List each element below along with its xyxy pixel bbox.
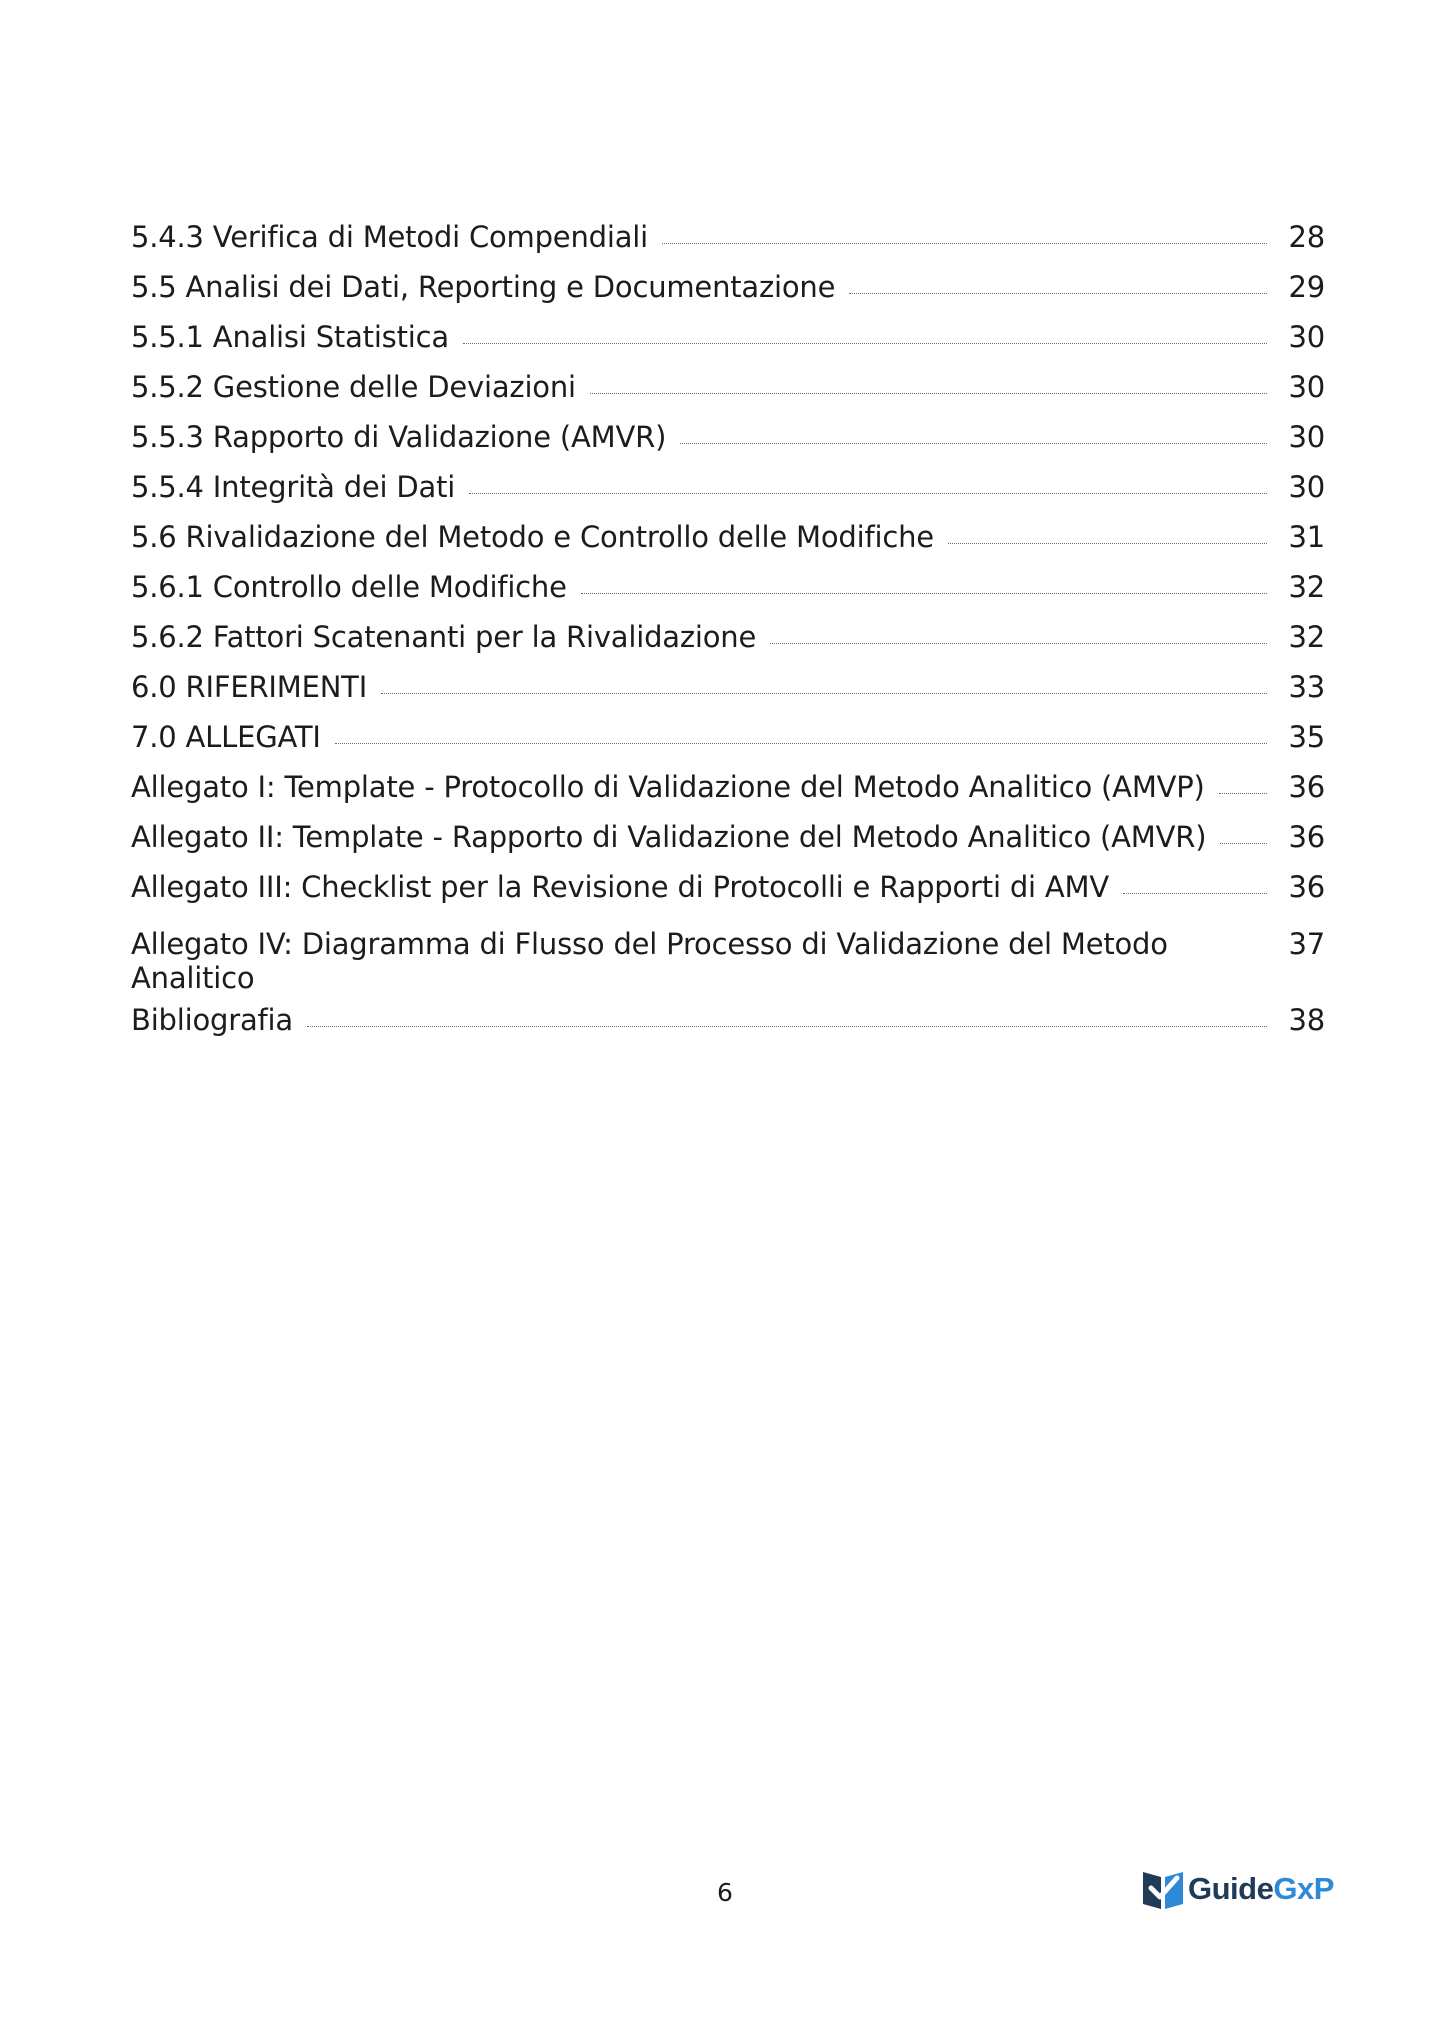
- dot-leader: [849, 293, 1267, 294]
- toc-entry[interactable]: [131, 661, 1325, 711]
- toc-entry-page: 28: [1288, 220, 1325, 254]
- toc-entry-title: Allegato I: Template - Protocollo di Validazione del Metodo Analitico (AMVP): [131, 770, 1205, 804]
- logo-text-gxp: GxP: [1273, 1871, 1334, 1906]
- toc-entry-page: 32: [1288, 570, 1325, 604]
- toc-entry-page: 29: [1288, 270, 1325, 304]
- dot-leader: [662, 243, 1267, 244]
- toc-entry[interactable]: [131, 261, 1325, 311]
- toc-entry-title: 5.6.1 Controllo delle Modifiche: [131, 570, 567, 604]
- toc-entry[interactable]: [131, 611, 1325, 661]
- toc-entry-page: 33: [1288, 670, 1325, 704]
- dot-leader: [307, 1026, 1267, 1027]
- toc-entry-page: 30: [1288, 420, 1325, 454]
- toc-entry-page: 38: [1288, 1003, 1325, 1037]
- toc-entry-page: 36: [1288, 870, 1325, 904]
- logo-wordmark: [1188, 1871, 1334, 1907]
- table-of-contents: [131, 211, 1325, 1044]
- dot-leader: [948, 543, 1267, 544]
- toc-entry-title: 5.6 Rivalidazione del Metodo e Controllo delle Modifiche: [131, 520, 934, 554]
- toc-entry[interactable]: [131, 311, 1325, 361]
- toc-entry-page: 36: [1288, 820, 1325, 854]
- toc-entry[interactable]: [131, 711, 1325, 761]
- toc-entry-page: 30: [1288, 320, 1325, 354]
- logo-text-guide: Guide: [1188, 1871, 1274, 1906]
- toc-entry-title: 5.5.2 Gestione delle Deviazioni: [131, 370, 576, 404]
- toc-entry-title: 5.4.3 Verifica di Metodi Compendiali: [131, 220, 648, 254]
- toc-entry[interactable]: [131, 811, 1325, 861]
- dot-leader: [1219, 793, 1267, 794]
- dot-leader: [1220, 843, 1267, 844]
- toc-entry-title: 5.5.1 Analisi Statistica: [131, 320, 449, 354]
- dot-leader: [1123, 893, 1267, 894]
- toc-entry-title: Allegato II: Template - Rapporto di Validazione del Metodo Analitico (AMVR): [131, 820, 1207, 854]
- toc-entry-title: 5.5 Analisi dei Dati, Reporting e Documentazione: [131, 270, 836, 304]
- toc-entry-title: 6.0 RIFERIMENTI: [131, 670, 368, 704]
- toc-entry-page: 30: [1288, 470, 1325, 504]
- toc-entry-page: 35: [1288, 720, 1325, 754]
- toc-entry[interactable]: [131, 561, 1325, 611]
- toc-entry-title: 5.6.2 Fattori Scatenanti per la Rivalidazione: [131, 620, 757, 654]
- toc-entry[interactable]: [131, 861, 1325, 911]
- dot-leader: [463, 343, 1267, 344]
- guidegxp-logo: [1140, 1866, 1334, 1912]
- toc-entry[interactable]: [131, 211, 1325, 261]
- toc-entry-page: 30: [1288, 370, 1325, 404]
- toc-entry-title: Allegato IV: Diagramma di Flusso del Processo di Validazione del Metodo Analitico: [131, 927, 1168, 995]
- dot-leader: [590, 393, 1267, 394]
- toc-entry-page: 37: [1288, 927, 1325, 961]
- toc-entry-page: 36: [1288, 770, 1325, 804]
- book-check-icon: [1140, 1866, 1186, 1912]
- dot-leader: [770, 643, 1267, 644]
- toc-entry-title: 5.5.4 Integrità dei Dati: [131, 470, 456, 504]
- toc-entry[interactable]: [131, 461, 1325, 511]
- toc-entry-page: 32: [1288, 620, 1325, 654]
- dot-leader: [469, 493, 1267, 494]
- dot-leader: [680, 443, 1267, 444]
- page-number: 6: [717, 1878, 733, 1907]
- dot-leader: [335, 743, 1267, 744]
- toc-entry[interactable]: [131, 761, 1325, 811]
- toc-entry-title: 7.0 ALLEGATI: [131, 720, 321, 754]
- toc-entry[interactable]: [131, 511, 1325, 561]
- dot-leader: [581, 593, 1267, 594]
- toc-entry[interactable]: [131, 911, 1325, 994]
- toc-entry-title: 5.5.3 Rapporto di Validazione (AMVR): [131, 420, 667, 454]
- toc-entry-page: 31: [1288, 520, 1325, 554]
- toc-entry[interactable]: [131, 411, 1325, 461]
- dot-leader: [381, 693, 1267, 694]
- toc-entry[interactable]: [131, 361, 1325, 411]
- toc-entry-title: Bibliografia: [131, 1003, 293, 1037]
- toc-entry-title: Allegato III: Checklist per la Revisione di Protocolli e Rapporti di AMV: [131, 870, 1110, 904]
